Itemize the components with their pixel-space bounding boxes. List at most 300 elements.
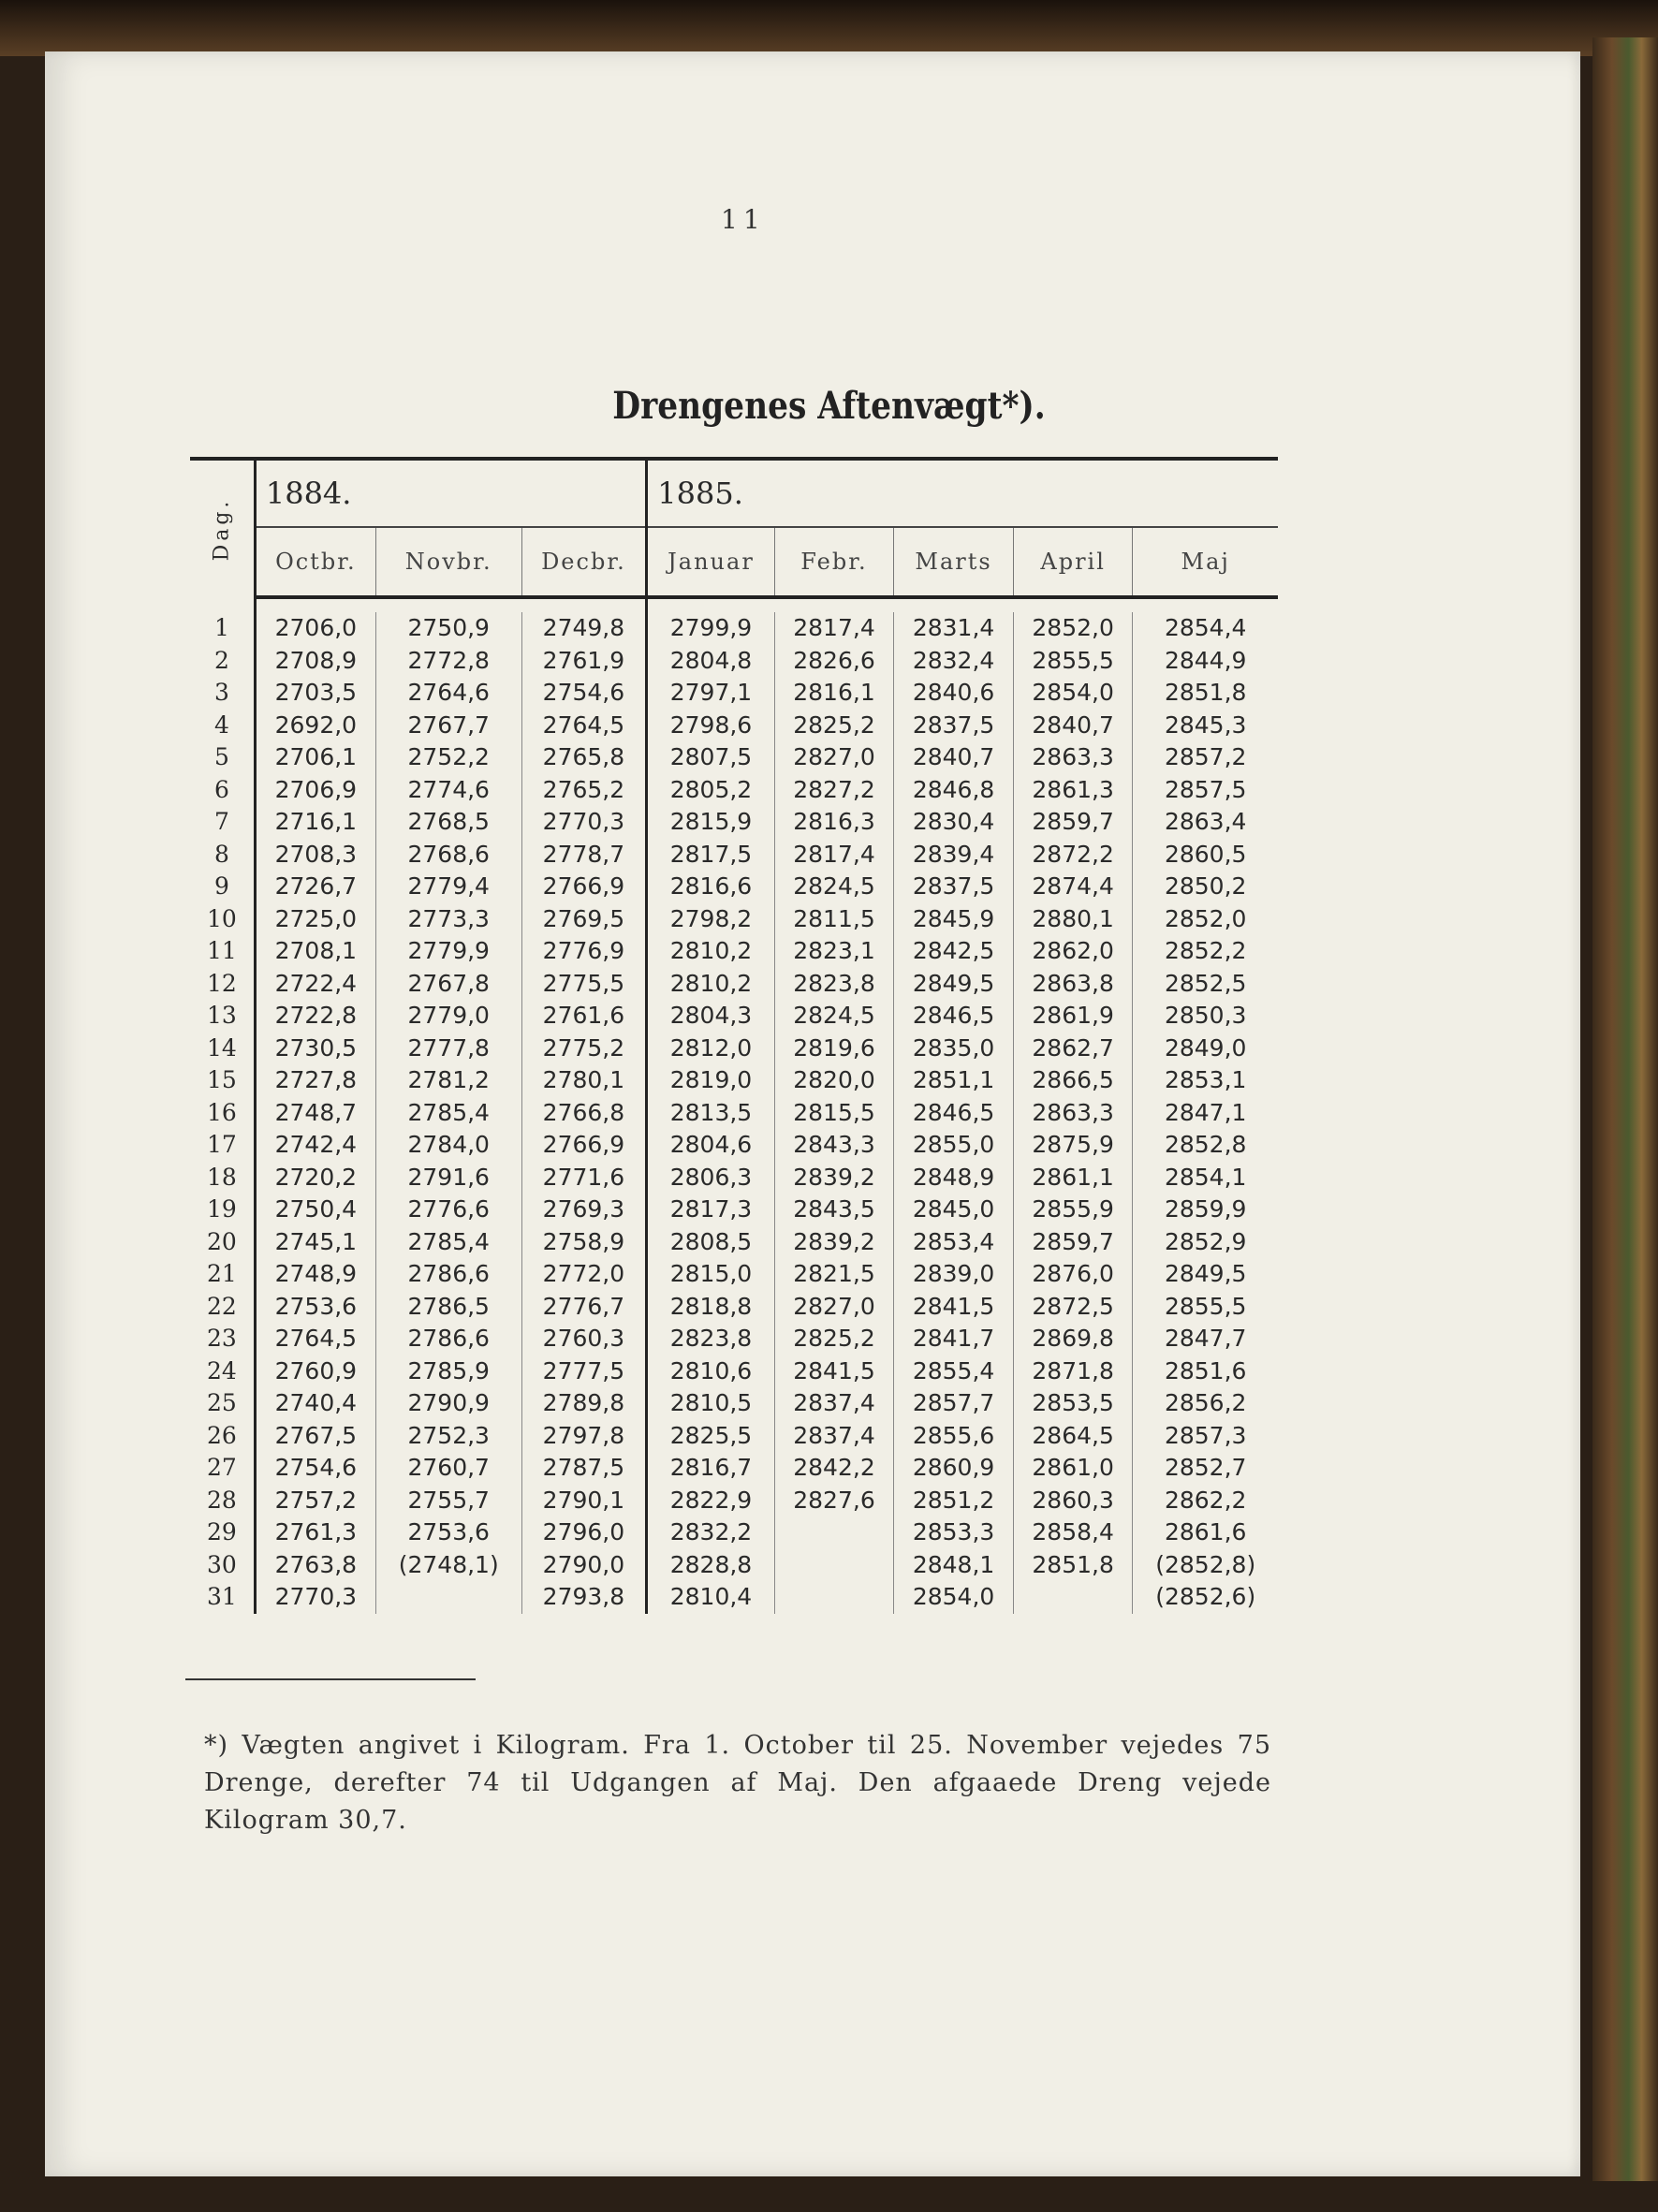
weight-cell: 2749,8 [521,612,647,645]
weight-cell: 2859,7 [1013,1226,1133,1259]
table-row [190,1064,1278,1097]
weight-cell: 2862,0 [1013,935,1133,968]
weight-cell: 2750,9 [375,612,521,645]
weight-cell: 2852,0 [1013,612,1133,645]
weight-cell: 2816,3 [774,806,894,839]
weight-cell: 2854,1 [1133,1162,1278,1194]
weight-cell: 2832,4 [894,645,1014,678]
weight-cell: 2837,4 [774,1387,894,1420]
weight-cell: 2775,5 [521,968,647,1001]
weight-cell: 2740,4 [274,1389,358,1416]
weight-cell: 2847,1 [1133,1097,1278,1130]
year-1884-header: 1884. [255,461,646,527]
weight-cell: 2748,9 [274,1260,358,1287]
weight-cell: 2748,7 [274,1098,358,1126]
weight-cell: 2837,5 [894,710,1014,742]
weight-cell: 2810,6 [669,1356,753,1384]
weight-cell: 2846,5 [894,1097,1014,1130]
weight-cell: 2742,4 [274,1131,358,1158]
weight-cell: 2872,5 [1013,1291,1133,1324]
weight-cell: 2842,5 [894,935,1014,968]
weight-cell: 2785,9 [375,1355,521,1388]
day-number: 16 [190,1097,255,1130]
weight-cell: 2827,0 [774,741,894,774]
weight-cell: 2855,9 [1013,1194,1133,1226]
table-row [190,806,1278,839]
weight-cell: 2861,9 [1013,1000,1133,1033]
day-number: 1 [190,612,255,645]
weight-cell: 2823,8 [774,968,894,1001]
table-row [190,1420,1278,1453]
weight-cell: 2860,5 [1133,839,1278,872]
day-number: 26 [190,1420,255,1453]
weight-table [190,457,1278,1614]
weight-cell: 2851,8 [1013,1549,1133,1582]
weight-cell: 2853,1 [1133,1064,1278,1097]
weight-cell: 2816,6 [669,872,753,900]
month-header: Maj [1133,527,1278,597]
weight-cell [375,1581,521,1614]
weight-cell: 2758,9 [521,1226,647,1259]
day-number: 22 [190,1291,255,1324]
month-header: Febr. [774,527,894,597]
table-row [190,935,1278,968]
day-number: 2 [190,645,255,678]
weight-cell: 2872,2 [1013,839,1133,872]
weight-cell: 2852,7 [1133,1452,1278,1485]
weight-cell: 2799,9 [669,614,753,641]
weight-cell: 2850,2 [1133,871,1278,903]
weight-cell: 2771,6 [521,1162,647,1194]
weight-cell: (2852,8) [1133,1549,1278,1582]
weight-cell: 2767,7 [375,710,521,742]
weight-cell: 2874,4 [1013,871,1133,903]
weight-cell: 2786,6 [375,1323,521,1355]
weight-cell: 2860,9 [894,1452,1014,1485]
month-header: Januar [647,527,774,597]
weight-cell: 2703,5 [274,679,358,706]
weight-cell: 2850,3 [1133,1000,1278,1033]
weight-cell: 2855,5 [1013,645,1133,678]
weight-cell: 2844,9 [1133,645,1278,678]
day-number: 8 [190,839,255,872]
table-row [190,677,1278,710]
weight-cell: 2839,0 [894,1258,1014,1291]
day-number: 6 [190,774,255,807]
weight-cell: 2826,6 [774,645,894,678]
weight-cell: 2777,5 [521,1355,647,1388]
weight-cell: 2753,6 [274,1292,358,1320]
weight-cell: 2860,3 [1013,1485,1133,1517]
weight-cell: 2804,3 [669,1002,753,1029]
weight-cell: 2849,5 [894,968,1014,1001]
weight-cell: 2767,8 [375,968,521,1001]
weight-cell: 2828,8 [669,1550,753,1578]
weight-cell: 2745,1 [274,1227,358,1255]
table-row [190,1162,1278,1194]
weight-cell: 2848,9 [894,1162,1014,1194]
weight-cell: 2767,5 [274,1421,358,1449]
book-edge-top [0,0,1658,56]
weight-cell: 2810,2 [669,937,753,964]
weight-cell: 2855,5 [1133,1291,1278,1324]
weight-cell: 2706,0 [274,614,358,641]
day-number: 27 [190,1452,255,1485]
weight-cell [774,1581,894,1614]
weight-cell: 2727,8 [274,1066,358,1093]
weight-cell: 2769,5 [521,903,647,936]
weight-cell: 2722,4 [274,969,358,997]
weight-cell: (2852,6) [1133,1581,1278,1614]
table-row [190,1485,1278,1517]
weight-cell: 2790,1 [521,1485,647,1517]
weight-cell: 2815,5 [774,1097,894,1130]
weight-cell: 2815,9 [669,808,753,835]
weight-cell: 2842,2 [774,1452,894,1485]
weight-cell: 2761,3 [274,1518,358,1545]
weight-cell: 2786,6 [375,1258,521,1291]
weight-cell: 2837,4 [774,1420,894,1453]
day-number: 7 [190,806,255,839]
weight-cell: 2785,4 [375,1097,521,1130]
day-column-header: Dag. [190,461,255,597]
weight-cell: 2766,9 [521,1129,647,1162]
weight-cell: 2876,0 [1013,1258,1133,1291]
weight-cell: 2804,6 [669,1131,753,1158]
weight-cell: 2806,3 [669,1163,753,1191]
weight-cell: 2858,4 [1013,1516,1133,1549]
weight-cell: 2846,8 [894,774,1014,807]
table-row [190,968,1278,1001]
weight-cell: 2772,8 [375,645,521,678]
weight-cell: 2766,8 [521,1097,647,1130]
weight-cell: 2760,9 [274,1356,358,1384]
weight-cell: 2755,7 [375,1485,521,1517]
weight-cell: 2875,9 [1013,1129,1133,1162]
weight-cell: 2861,1 [1013,1162,1133,1194]
day-number: 21 [190,1258,255,1291]
weight-cell: 2845,0 [894,1194,1014,1226]
weight-cell: 2810,4 [669,1583,753,1610]
weight-cell: 2863,3 [1013,1097,1133,1130]
weight-cell: 2840,7 [894,741,1014,774]
weight-cell: 2763,8 [274,1550,358,1578]
weight-cell: 2730,5 [274,1033,358,1062]
day-number: 20 [190,1226,255,1259]
weight-cell: 2861,0 [1013,1452,1133,1485]
day-number: 23 [190,1323,255,1355]
table-row [190,710,1278,742]
weight-cell: 2772,0 [521,1258,647,1291]
table-row [190,1097,1278,1130]
table-row [190,1033,1278,1065]
weight-cell: 2855,0 [894,1129,1014,1162]
weight-cell: 2851,2 [894,1485,1014,1517]
weight-cell: 2817,4 [774,612,894,645]
weight-cell: 2764,5 [521,710,647,742]
weight-cell: 2812,0 [669,1033,753,1062]
weight-cell: 2862,2 [1133,1485,1278,1517]
weight-cell: 2708,9 [274,646,358,674]
day-number: 12 [190,968,255,1001]
weight-cell: 2796,0 [521,1516,647,1549]
table-row [190,1549,1278,1582]
table-row [190,871,1278,903]
day-number: 19 [190,1194,255,1226]
day-number: 9 [190,871,255,903]
weight-cell: 2805,2 [669,775,753,803]
weight-cell: 2835,0 [894,1033,1014,1065]
weight-cell [774,1516,894,1549]
weight-cell: 2779,0 [375,1000,521,1033]
table-row [190,903,1278,936]
weight-cell: 2846,5 [894,1000,1014,1033]
weight-cell [1013,1581,1133,1614]
weight-cell: 2818,8 [669,1292,753,1320]
weight-cell: 2790,0 [521,1549,647,1582]
day-number: 17 [190,1129,255,1162]
weight-cell: 2716,1 [274,808,358,835]
weight-cell: 2779,9 [375,935,521,968]
weight-cell: 2817,3 [669,1195,753,1223]
weight-cell: 2770,3 [521,806,647,839]
weight-cell: 2706,9 [274,775,358,803]
weight-cell: 2768,6 [375,839,521,872]
weight-cell: 2692,0 [274,710,358,739]
weight-cell: 2866,5 [1013,1064,1133,1097]
weight-cell: 2854,0 [1013,677,1133,710]
weight-cell: 2821,5 [774,1258,894,1291]
weight-cell: 2766,9 [521,871,647,903]
table-row [190,741,1278,774]
weight-cell: 2854,4 [1133,612,1278,645]
weight-cell: 2824,5 [774,871,894,903]
weight-cell: 2859,9 [1133,1194,1278,1226]
year-1885-header: 1885. [657,476,743,511]
weight-cell: 2839,2 [774,1226,894,1259]
weight-cell: 2774,6 [375,774,521,807]
weight-cell: 2839,2 [774,1162,894,1194]
weight-cell: 2855,4 [894,1355,1014,1388]
table-row [190,1581,1278,1614]
weight-cell: 2760,3 [521,1323,647,1355]
month-header: Marts [894,527,1014,597]
weight-cell: 2769,3 [521,1194,647,1226]
weight-cell: 2775,2 [521,1033,647,1065]
weight-cell: 2856,2 [1133,1387,1278,1420]
weight-cell: 2847,7 [1133,1323,1278,1355]
weight-cell: 2708,1 [274,937,358,964]
table-row [190,1323,1278,1355]
weight-cell: 2819,0 [669,1066,753,1093]
weight-cell: 2871,8 [1013,1355,1133,1388]
month-header: Decbr. [521,527,647,597]
weight-cell: 2849,0 [1133,1033,1278,1065]
weight-cell: 2768,5 [375,806,521,839]
weight-cell: 2754,6 [521,677,647,710]
weight-cell: 2841,7 [894,1323,1014,1355]
weight-cell: 2720,2 [274,1163,358,1191]
weight-cell: 2845,9 [894,903,1014,936]
weight-cell: 2764,5 [274,1325,358,1352]
weight-cell: 2830,4 [894,806,1014,839]
weight-cell: 2754,6 [274,1454,358,1481]
weight-cell: 2798,2 [669,904,753,932]
weight-cell: (2748,1) [375,1549,521,1582]
weight-cell: 2831,4 [894,612,1014,645]
weight-cell: 2776,6 [375,1194,521,1226]
weight-cell: 2857,3 [1133,1420,1278,1453]
weight-cell: 2785,4 [375,1226,521,1259]
day-number: 31 [190,1581,255,1614]
weight-cell: 2761,9 [521,645,647,678]
weight-cell: 2804,8 [669,646,753,674]
weight-cell: 2841,5 [894,1291,1014,1324]
weight-cell: 2832,2 [669,1518,753,1545]
weight-cell: 2843,3 [774,1129,894,1162]
weight-cell: 2840,7 [1013,710,1133,742]
weight-cell: 2752,2 [375,741,521,774]
weight-cell: 2760,7 [375,1452,521,1485]
weight-cell: 2861,6 [1133,1516,1278,1549]
weight-cell: 2770,3 [274,1583,358,1610]
weight-cell: 2725,0 [274,904,358,932]
weight-cell: 2816,7 [669,1454,753,1481]
weight-cell: 2849,5 [1133,1258,1278,1291]
footnote-rule [185,1678,476,1680]
weight-cell: 2848,1 [894,1549,1014,1582]
weight-cell: 2797,8 [521,1420,647,1453]
weight-cell: 2852,0 [1133,903,1278,936]
weight-cell: 2863,4 [1133,806,1278,839]
weight-cell: 2851,6 [1133,1355,1278,1388]
day-number: 11 [190,935,255,968]
table-row [190,1226,1278,1259]
weight-cell: 2823,8 [669,1325,753,1352]
page-number: 11 [721,204,766,235]
month-header: Novbr. [375,527,521,597]
weight-cell: 2827,0 [774,1291,894,1324]
weight-cell: 2853,4 [894,1226,1014,1259]
weight-cell: 2790,9 [375,1387,521,1420]
weight-cell: 2750,4 [274,1195,358,1223]
weight-cell: 2869,8 [1013,1323,1133,1355]
weight-cell: 2851,1 [894,1064,1014,1097]
table-row [190,1291,1278,1324]
weight-cell: 2827,2 [774,774,894,807]
weight-cell: 2798,6 [669,710,753,739]
weight-cell: 2841,5 [774,1355,894,1388]
month-header: Octbr. [255,527,375,597]
weight-cell: 2752,3 [375,1420,521,1453]
weight-cell: 2791,6 [375,1162,521,1194]
weight-cell: 2819,6 [774,1033,894,1065]
weight-cell: 2864,5 [1013,1420,1133,1453]
weight-cell: 2852,9 [1133,1226,1278,1259]
weight-cell: 2822,9 [669,1486,753,1514]
weight-cell: 2816,1 [774,677,894,710]
weight-cell: 2813,5 [669,1098,753,1126]
weight-cell: 2852,8 [1133,1129,1278,1162]
day-number: 3 [190,677,255,710]
day-number: 25 [190,1387,255,1420]
weight-cell: 2708,3 [274,840,358,868]
weight-cell: 2776,7 [521,1291,647,1324]
weight-cell: 2854,0 [894,1581,1014,1614]
weight-cell: 2777,8 [375,1033,521,1065]
weight-cell: 2862,7 [1013,1033,1133,1065]
table-row [190,774,1278,807]
weight-cell: 2825,2 [774,1323,894,1355]
table-row [190,1129,1278,1162]
day-number: 14 [190,1033,255,1065]
page-title: Drengenes Aftenvægt*). [612,384,1046,428]
weight-cell: 2827,6 [774,1485,894,1517]
table-row [190,645,1278,678]
weight-cell: 2863,3 [1013,741,1133,774]
weight-cell: 2825,5 [669,1421,753,1449]
weight-cell: 2863,8 [1013,968,1133,1001]
day-number: 18 [190,1162,255,1194]
weight-cell: 2797,1 [669,679,753,706]
day-number: 30 [190,1549,255,1582]
weight-cell: 2859,7 [1013,806,1133,839]
weight-cell: 2761,6 [521,1000,647,1033]
weight-cell: 2722,8 [274,1002,358,1029]
weight-cell: 2857,2 [1133,741,1278,774]
weight-cell: 2726,7 [274,872,358,900]
table-row [190,1194,1278,1226]
footnote: *) Vægten angivet i Kilogram. Fra 1. October til 25. November vejedes 75 Drenge, derefter 74 til Udgangen af Maj. Den afgaaede Dreng vejede Kilogram 30,7. [204,1731,1271,1835]
weight-cell: 2787,5 [521,1452,647,1485]
weight-cell: 2839,4 [894,839,1014,872]
weight-cell: 2845,3 [1133,710,1278,742]
weight-cell: 2840,6 [894,677,1014,710]
weight-cell: 2837,5 [894,871,1014,903]
weight-cell: 2815,0 [669,1260,753,1287]
day-number: 29 [190,1516,255,1549]
table-row [190,1000,1278,1033]
weight-cell: 2776,9 [521,935,647,968]
weight-cell: 2861,3 [1013,774,1133,807]
weight-cell: 2793,8 [521,1581,647,1614]
table-row [190,1258,1278,1291]
weight-cell: 2779,4 [375,871,521,903]
book-binding-edge [1592,37,1658,2181]
weight-cell: 2857,7 [894,1387,1014,1420]
weight-cell: 2764,6 [375,677,521,710]
weight-cell: 2784,0 [375,1129,521,1162]
weight-cell: 2810,5 [669,1389,753,1416]
weight-cell: 2706,1 [274,743,358,770]
table-row [190,1387,1278,1420]
weight-cell: 2780,1 [521,1064,647,1097]
table-row [190,1355,1278,1388]
table-row [190,1516,1278,1549]
weight-cell: 2823,1 [774,935,894,968]
weight-cell: 2810,2 [669,969,753,997]
day-number: 13 [190,1000,255,1033]
weight-cell: 2852,5 [1133,968,1278,1001]
day-number: 10 [190,903,255,936]
weight-cell: 2880,1 [1013,903,1133,936]
weight-cell: 2843,5 [774,1194,894,1226]
day-number: 4 [190,710,255,742]
weight-cell: 2820,0 [774,1064,894,1097]
weight-cell: 2824,5 [774,1000,894,1033]
weight-cell: 2825,2 [774,710,894,742]
table-row [190,612,1278,645]
